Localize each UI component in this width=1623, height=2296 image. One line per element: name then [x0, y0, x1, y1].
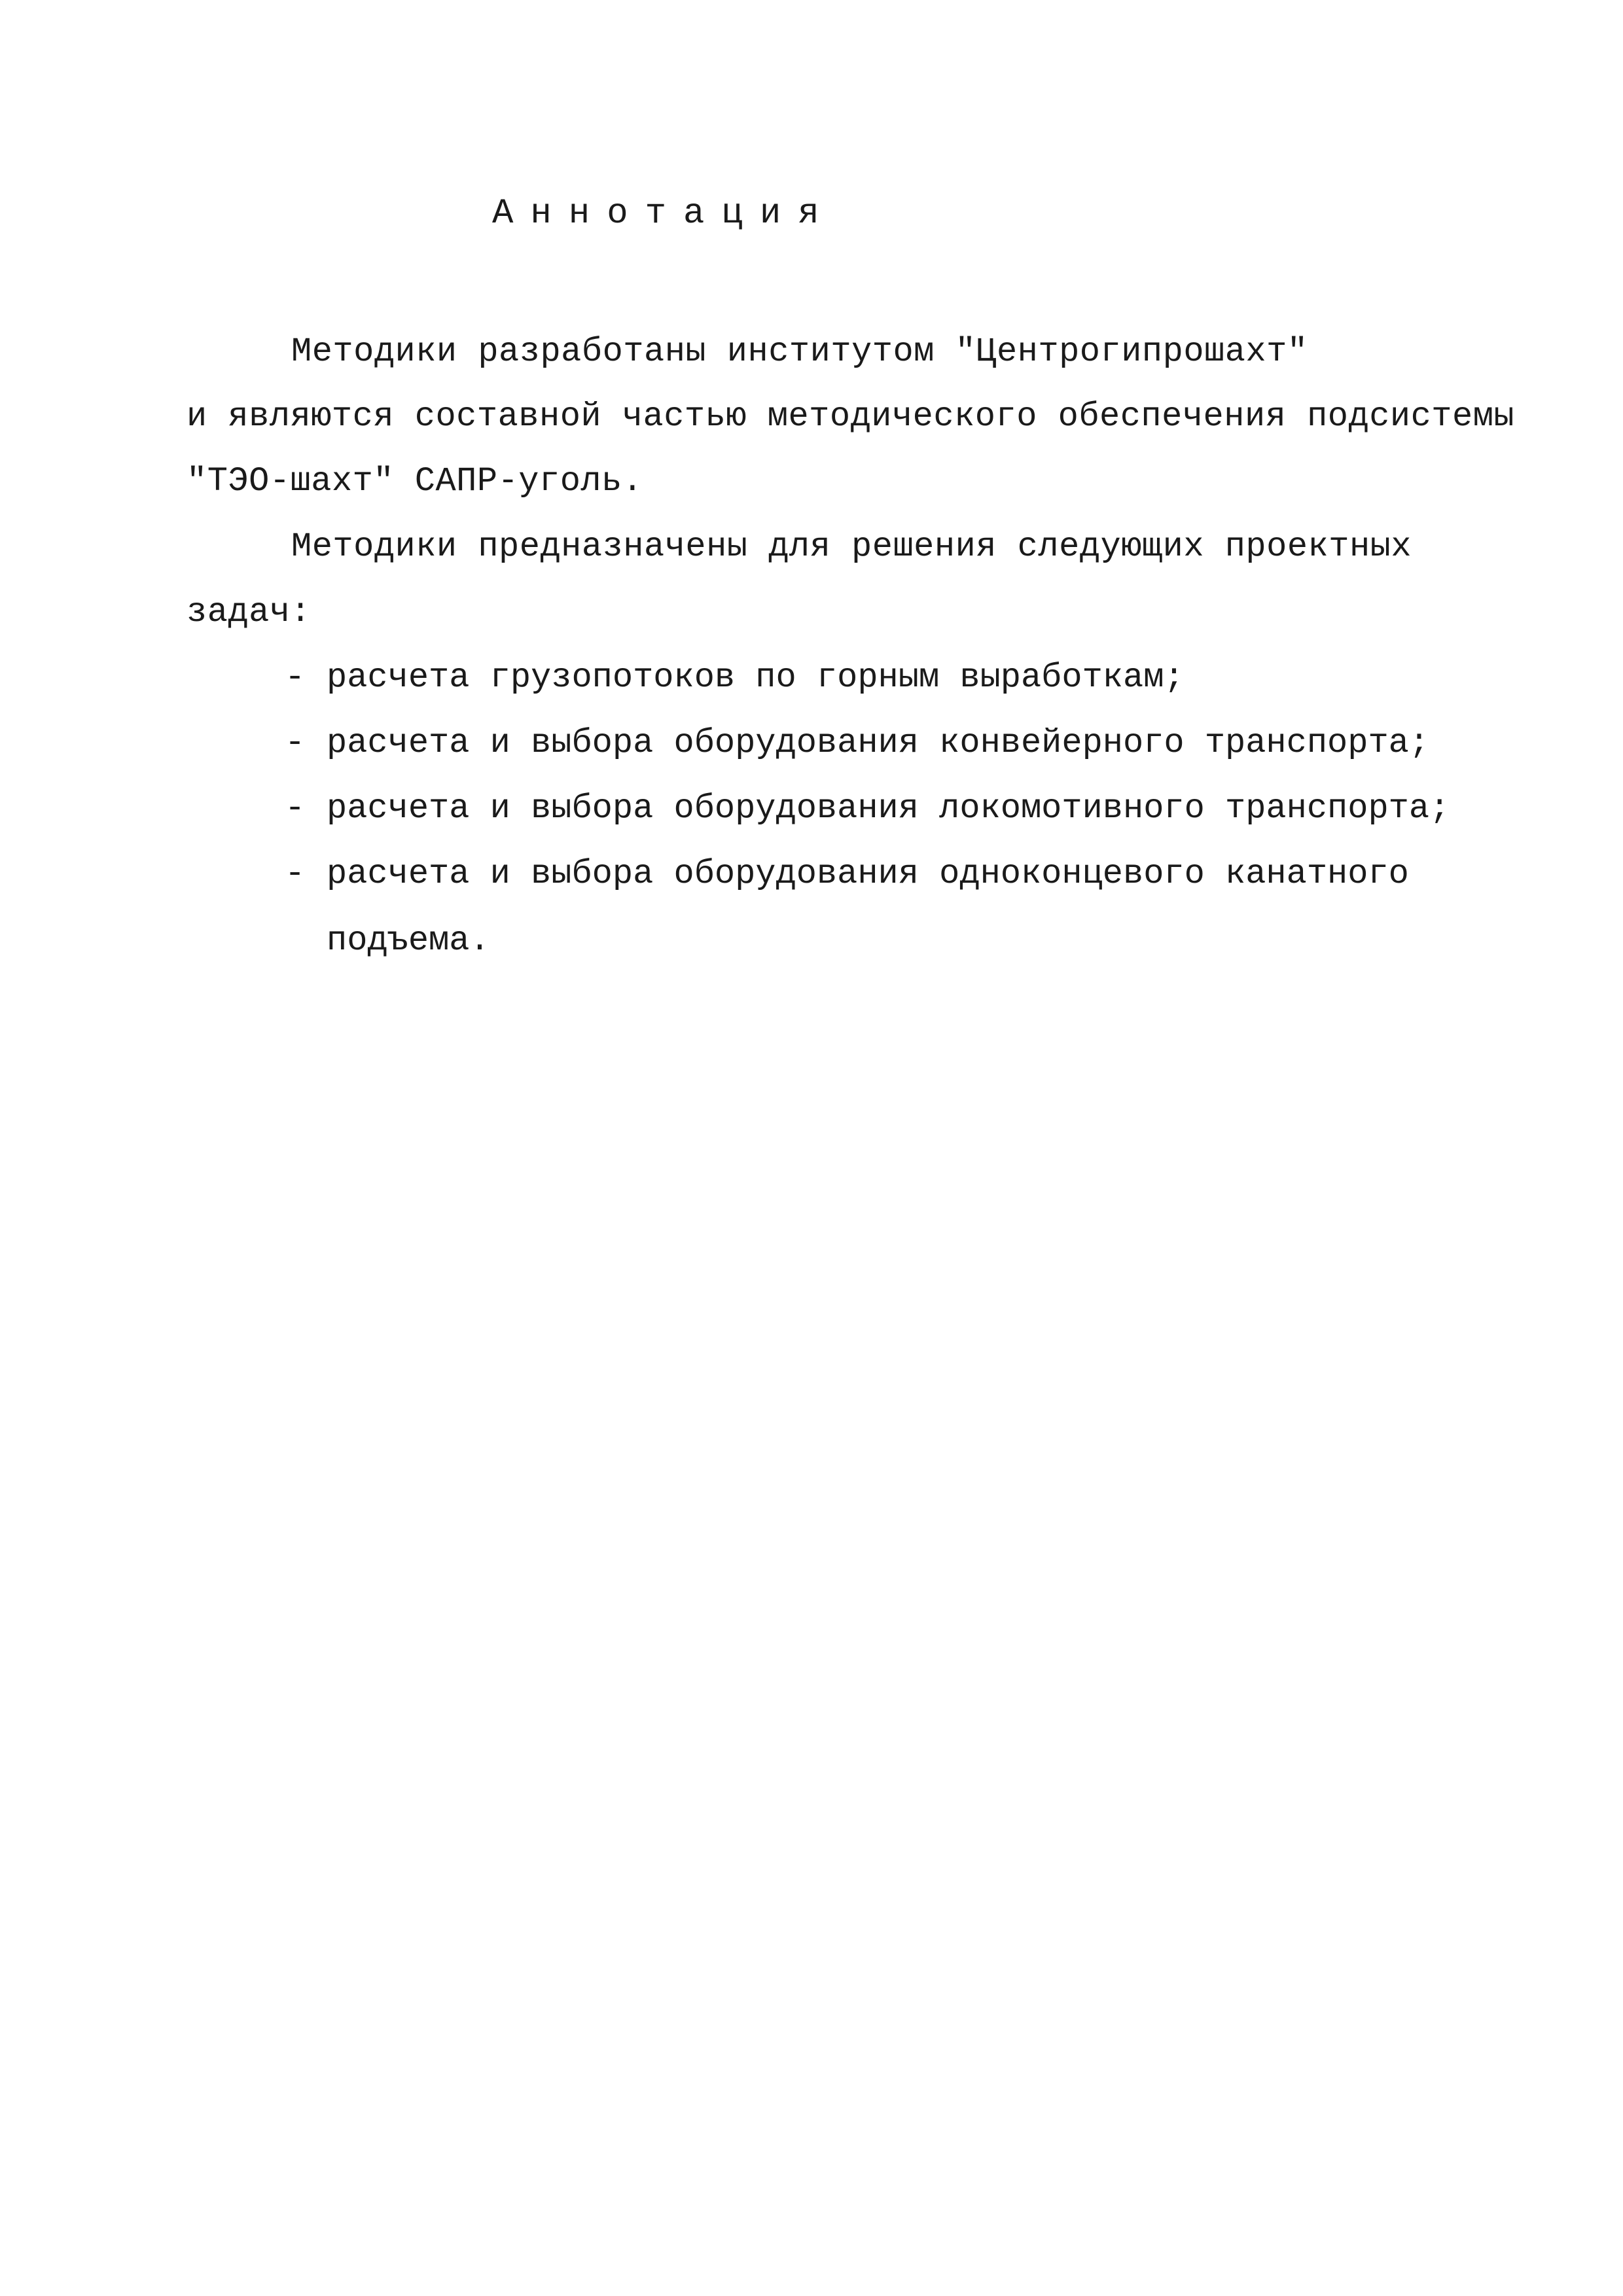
list-item — [285, 857, 1409, 891]
paragraph-2-line-2: задач: — [187, 593, 312, 631]
list-item — [285, 658, 1185, 697]
list-item — [285, 789, 1450, 828]
list-item-text: расчета и выбора оборудования одноконцевого канатного — [327, 855, 1409, 893]
page-title: Аннотация — [492, 194, 836, 234]
paragraph-1-line-3: "ТЭО-шахт" САПР-уголь. — [187, 462, 643, 501]
paragraph-2-line-1: Методики предназначены для решения следующих проектных — [291, 527, 1412, 566]
list-dash: - — [285, 855, 306, 893]
list-item-text: расчета и выбора оборудования конвейерного транспорта; — [327, 724, 1430, 762]
list-item-continuation: подъема. — [327, 921, 490, 960]
list-item-text: расчета и выбора оборудования локомотивного транспорта; — [327, 789, 1450, 828]
list-item — [285, 726, 1429, 760]
list-item-text: расчета грузопотоков по горным выработкам; — [327, 658, 1185, 697]
list-dash: - — [285, 724, 306, 762]
paragraph-1-line-2: и являются составной частью методического обеспечения подсистемы — [187, 397, 1515, 436]
list-dash: - — [285, 789, 306, 828]
list-dash: - — [285, 658, 306, 697]
paragraph-1-line-1: Методики разработаны институтом "Центрогипрошахт" — [291, 332, 1308, 371]
